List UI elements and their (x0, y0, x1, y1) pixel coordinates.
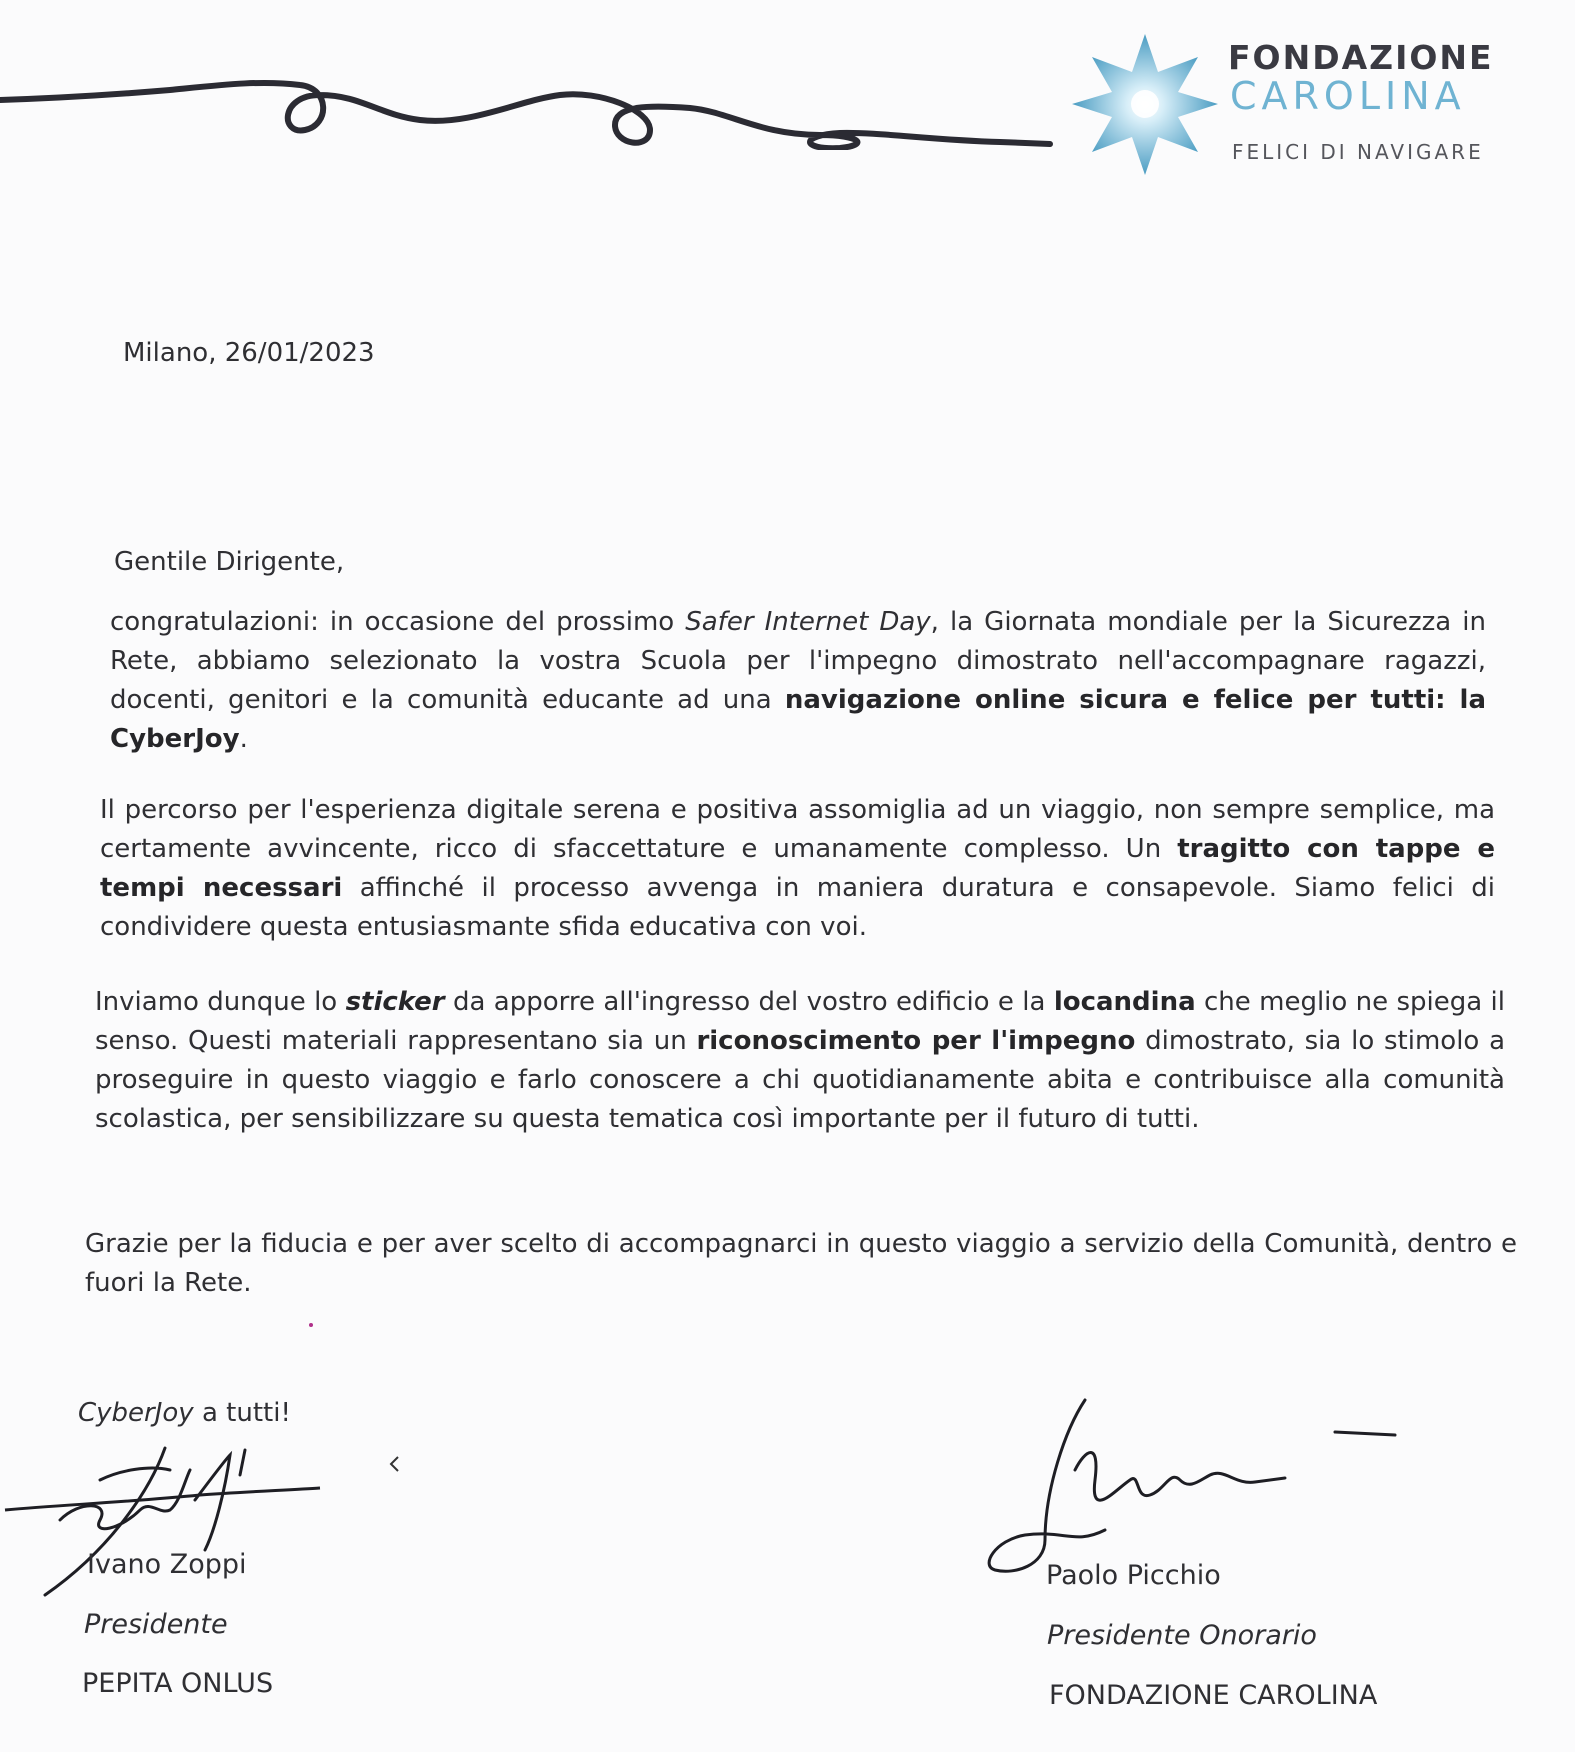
signatory-1-org: PEPITA ONLUS (82, 1668, 274, 1699)
star-icon (1070, 32, 1220, 177)
signatory-2-role: Presidente Onorario (1047, 1620, 1317, 1651)
paragraph-2: Il percorso per l'esperienza digitale serena e positiva assomiglia ad un viaggio, non sempre semplice, ma certamente avvincente, ricco di sfaccettature e umanamente complesso. Un tragitto con tappe e tempi necessari affinché il processo avvenga in maniera duratura e consapevole. Siamo felici di condividere questa entusiasmante sfida educativa con voi. (100, 795, 1495, 942)
pen-mark (388, 1455, 402, 1473)
paragraph-4: Grazie per la fiducia e per aver scelto di accompagnarci in questo viaggio a servizio della Comunità, dentro e fuori la Rete. (85, 1229, 1517, 1298)
logo-text-fondazione: FONDAZIONE (1228, 38, 1494, 77)
salutation: Gentile Dirigente, (114, 547, 345, 577)
logo-text-carolina: CAROLINA (1230, 74, 1466, 118)
signatory-1-role: Presidente (84, 1609, 228, 1640)
signatory-2-org: FONDAZIONE CAROLINA (1049, 1680, 1378, 1711)
signature-zoppi (0, 1440, 330, 1610)
logo-tagline: FELICI DI NAVIGARE (1232, 140, 1484, 164)
ornament-line (0, 40, 1060, 150)
signatory-2-name: Paolo Picchio (1046, 1560, 1221, 1591)
closing-line: CyberJoy a tutti! (78, 1398, 291, 1428)
signatory-1-name: Ivano Zoppi (87, 1549, 247, 1580)
paragraph-1: congratulazioni: in occasione del prossimo Safer Internet Day, la Giornata mondiale per la Sicurezza in Rete, abbiamo selezionato la vostra Scuola per l'impegno dimostrato nell'accompagnare ragazzi, docenti, genitori e la comunità educante ad una navigazione online sicura e felice per tutti: la CyberJoy. (110, 607, 1486, 754)
letter-date: Milano, 26/01/2023 (123, 338, 375, 368)
ink-dot (309, 1323, 313, 1327)
paragraph-3: Inviamo dunque lo sticker da apporre all'ingresso del vostro edificio e la locandina che meglio ne spiega il senso. Questi materiali rappresentano sia un riconoscimento per l'impegno dimostrato, sia lo stimolo a proseguire in questo viaggio e farlo conoscere a chi quotidianamente abita e contribuisce alla comunità scolastica, per sensibilizzare su questa tematica così importante per il futuro di tutti. (95, 987, 1506, 1134)
